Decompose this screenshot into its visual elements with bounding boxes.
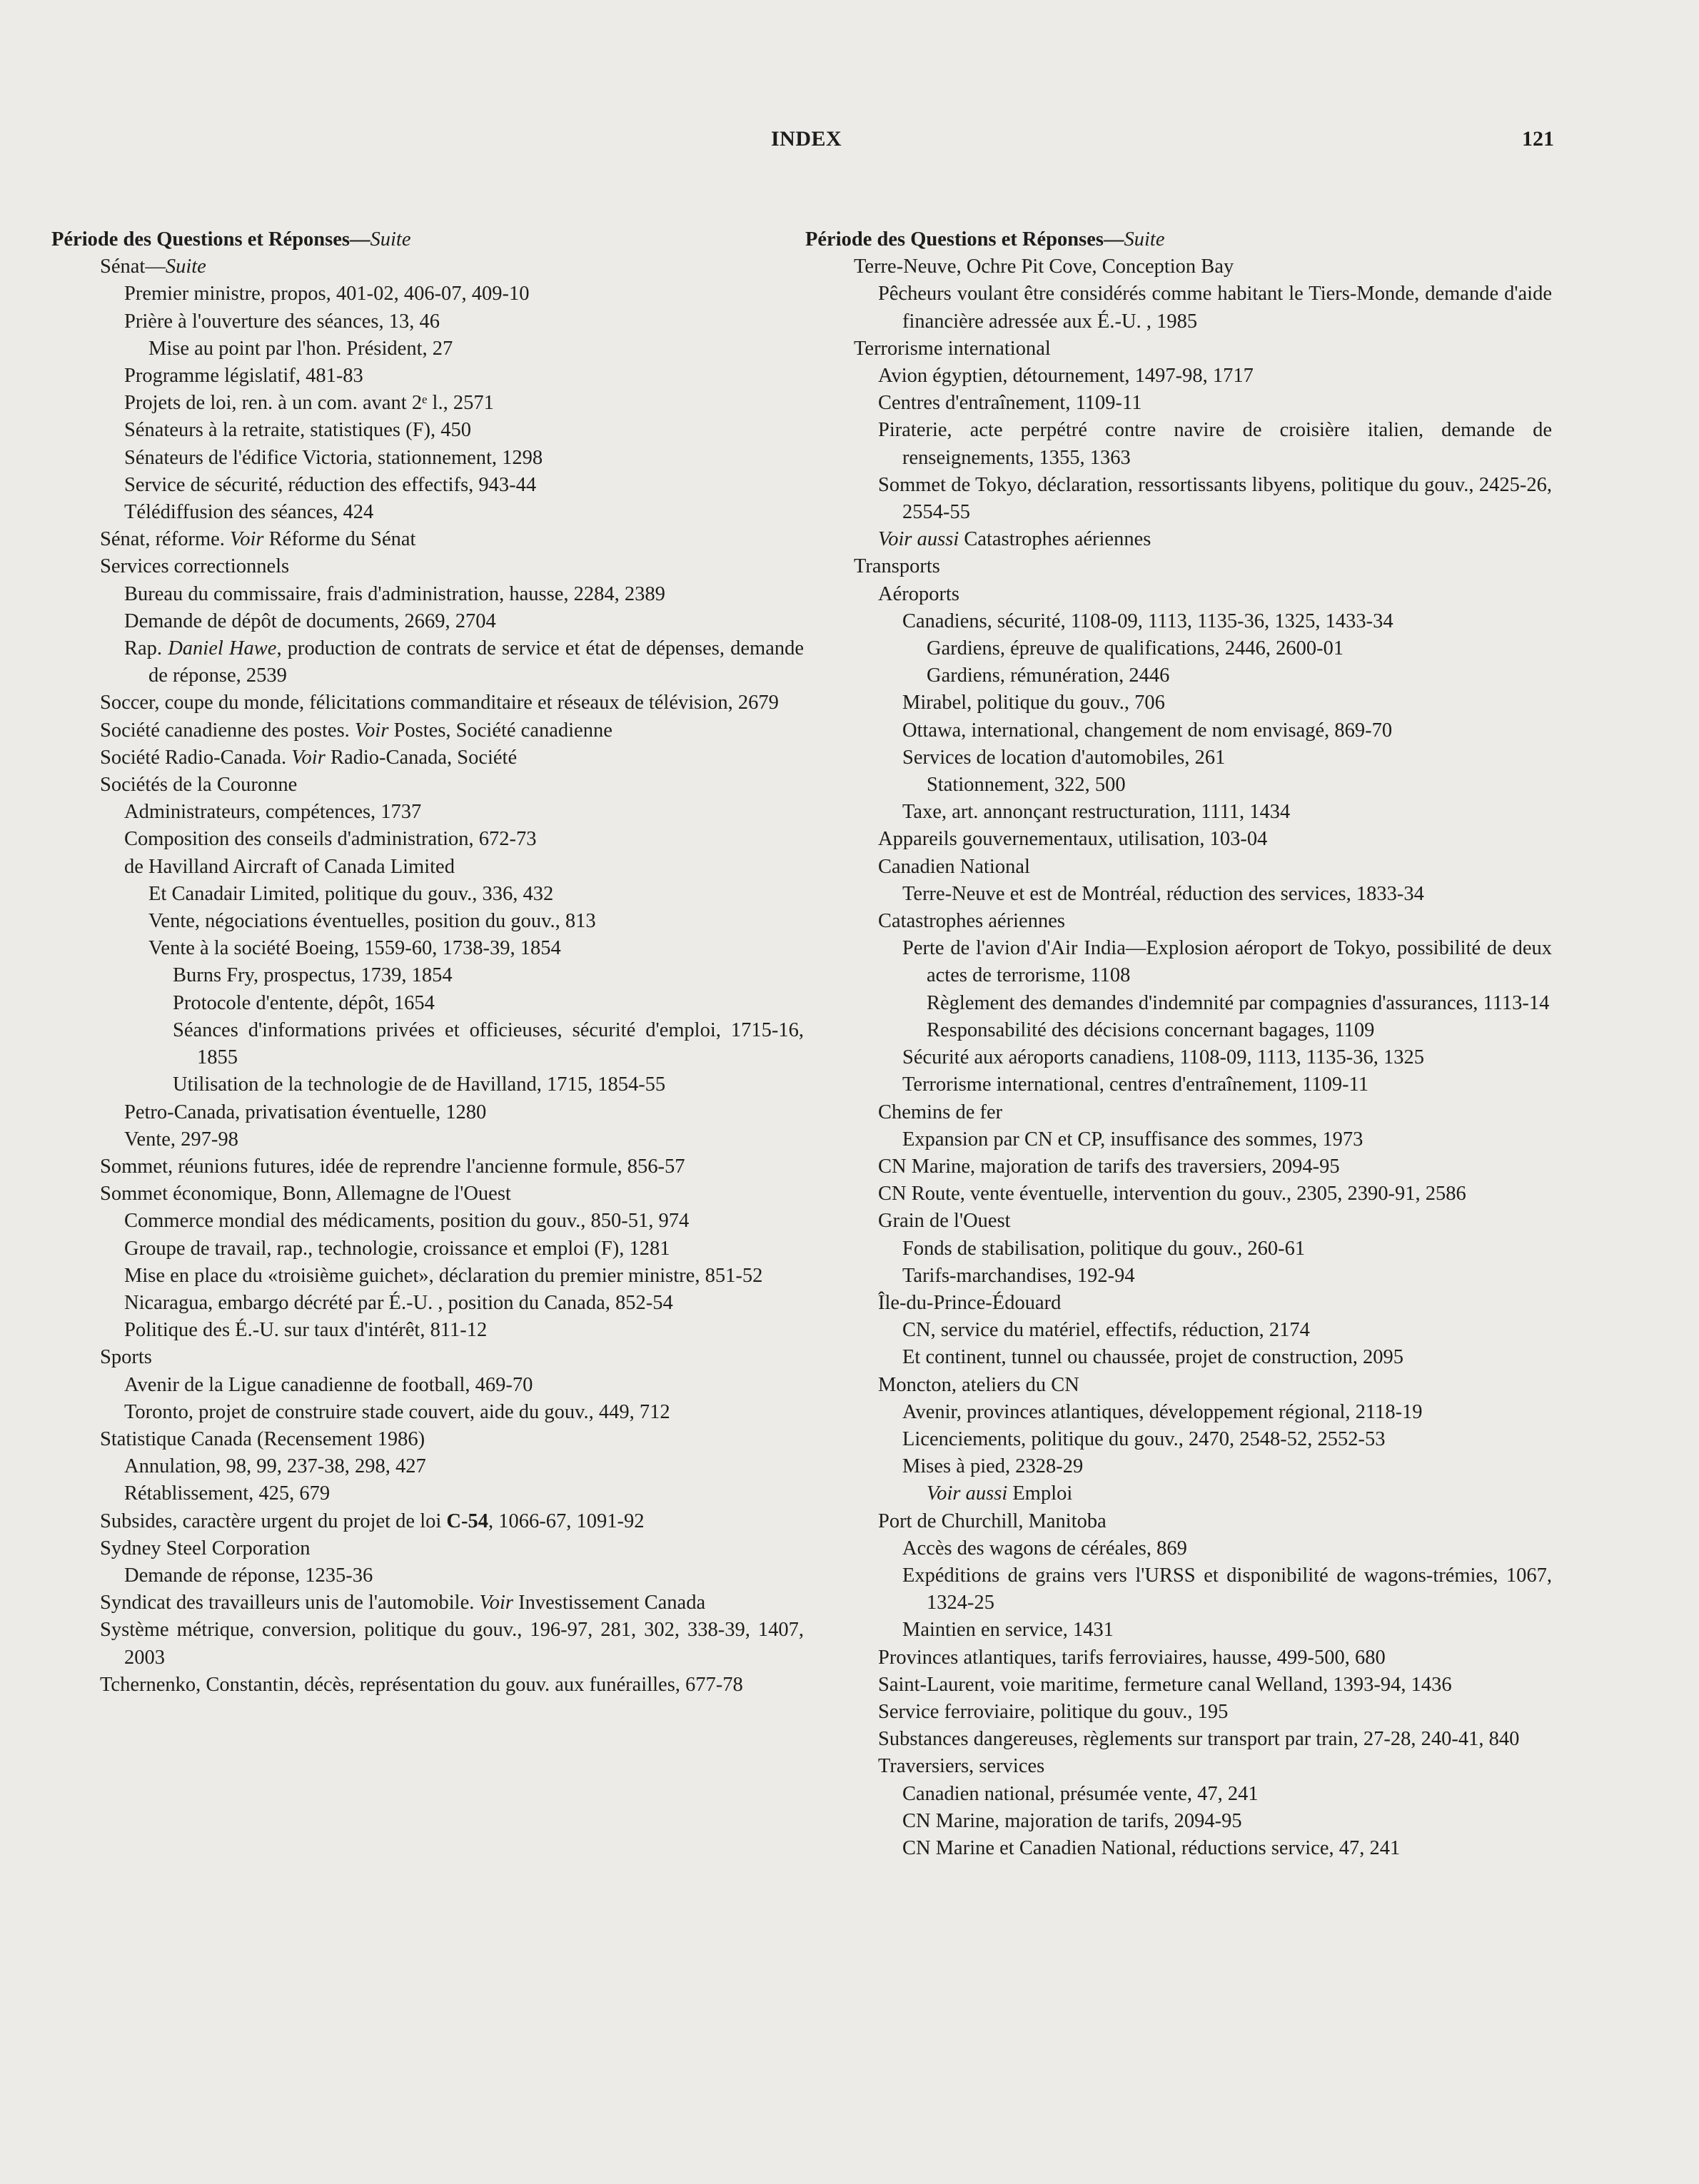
index-entry-text: Taxe, art. annonçant restructuration, 1111, 1434 [902,801,1291,824]
index-entry-text: Vente, 297-98 [124,1128,238,1151]
index-entry-text: Substances dangereuses, règlements sur transport par train, 27-28, 240-41, 840 [878,1728,1520,1751]
index-entry-text: Catastrophes aériennes [959,528,1151,551]
index-entry-text: Responsabilité des décisions concernant bagages, 1109 [927,1018,1375,1041]
index-entry [76,1317,804,1344]
index-entry [830,1044,1552,1071]
index-entry [830,826,1552,853]
index-entry [76,1535,804,1562]
index-entry [830,1508,1552,1535]
index-entry-text: Sénateurs à la retraite, statistiques (F), 450 [124,419,471,442]
index-entry [830,608,1552,635]
index-entry-text: Perte de l'avion d'Air India—Explosion aéroport de Tokyo, possibilité de deux actes de terrorisme, 1108 [902,937,1552,987]
index-entry-text: Protocole d'entente, dépôt, 1654 [173,991,435,1014]
index-entry [830,1617,1552,1644]
index-entry-text: Appareils gouvernementaux, utilisation, 103-04 [878,828,1268,851]
index-entry [830,253,1552,280]
index-entry-text: Fonds de stabilisation, politique du gouv., 260-61 [902,1237,1306,1260]
index-entry-text: Politique des É.-U. sur taux d'intérêt, 811-12 [124,1319,488,1342]
index-entry-text: Commerce mondial des médicaments, position du gouv., 850-51, 974 [124,1210,690,1233]
index-entry-text: Voir aussi [878,528,959,551]
index-entry [76,772,804,799]
index-entry-text: Services correctionnels [100,555,290,578]
index-entry [830,1317,1552,1344]
index-entry-text: Terrorisme international [854,337,1051,360]
index-entry-text: Postes, Société canadienne [388,719,612,742]
index-entry [830,799,1552,826]
index-entry [76,908,804,935]
index-entry-text: CN Marine, majoration de tarifs, 2094-95 [902,1809,1242,1832]
index-entry [76,935,804,962]
index-entry [76,253,804,280]
index-entry [76,1617,804,1671]
index-entry [830,689,1552,717]
index-entry [76,445,804,472]
index-entry-text: Maintien en service, 1431 [902,1619,1114,1642]
index-entry [830,280,1552,335]
index-entry-text: Voir [479,1592,513,1614]
index-entry [830,1426,1552,1453]
index-entry [830,908,1552,935]
index-entry-text: Piraterie, acte perpétré contre navire de croisière italien, demande de renseignements, 1355, 1363 [878,419,1552,469]
index-entry-text: , production de contrats de service et état de dépenses, demande de réponse, 2539 [148,637,804,687]
index-entry-text: Composition des conseils d'administration, 672-73 [124,828,537,851]
index-entry [76,363,804,390]
index-entry [830,553,1552,580]
index-entry-text: Services de location d'automobiles, 261 [902,746,1226,769]
index-entry [830,335,1552,363]
index-entry [76,1453,804,1480]
index-entry [76,1181,804,1208]
index-entry-text: Terrorisme international, centres d'entraînement, 1109-11 [902,1073,1369,1096]
index-entry-text: Sommet économique, Bonn, Allemagne de l'Ouest [100,1183,511,1205]
index-entry-text: CN Route, vente éventuelle, intervention du gouv., 2305, 2390-91, 2586 [878,1183,1466,1205]
index-entry [76,1208,804,1235]
index-entry-text: Tchernenko, Constantin, décès, représentation du gouv. aux funérailles, 677-78 [100,1673,743,1696]
index-entry-text: C-54 [446,1510,488,1532]
index-entry-text: Terre-Neuve et est de Montréal, réduction des services, 1833-34 [902,882,1424,905]
index-entry [76,1589,804,1617]
index-entry-text: Sénat— [100,256,166,278]
index-entry [830,881,1552,908]
index-entry [76,1562,804,1589]
index-entry [830,417,1552,471]
index-entry [76,390,804,417]
index-entry-text: Demande de dépôt de documents, 2669, 2704 [124,610,496,632]
index-entry-text: Prière à l'ouverture des séances, 13, 46 [124,310,440,333]
index-entry-text: Télédiffusion des séances, 424 [124,501,374,524]
index-entry-text: Catastrophes aériennes [878,910,1065,933]
index-entry [830,935,1552,989]
index-entry [830,1835,1552,1862]
index-entry [830,1099,1552,1126]
index-entry [76,1399,804,1426]
index-entry-text: Société canadienne des postes. [100,719,355,742]
index-entry-text: Voir [230,528,264,551]
index-entry [76,1290,804,1317]
index-entry-text: Demande de réponse, 1235-36 [124,1564,373,1587]
running-header-title: INDEX [771,127,842,151]
index-entry [830,526,1552,553]
index-entry [76,990,804,1017]
index-entry [830,1181,1552,1208]
index-entry-text: Emploi [1007,1482,1073,1505]
index-entry-text: Mises à pied, 2328-29 [902,1455,1084,1478]
index-entry-text: Île-du-Prince-Édouard [878,1291,1062,1314]
index-entry [830,635,1552,662]
index-entry-text: Transports [854,555,940,578]
index-entry-text: Avenir, provinces atlantiques, développement régional, 2118-19 [902,1400,1423,1423]
index-entry-text: Canadiens, sécurité, 1108-09, 1113, 1135-36, 1325, 1433-34 [902,610,1393,632]
index-entry [830,1699,1552,1726]
index-entry [830,1017,1552,1044]
index-entry [830,1453,1552,1480]
index-entry-text: Réforme du Sénat [263,528,416,551]
index-entry [76,1126,804,1153]
index-entry [830,363,1552,390]
index-entry [76,1480,804,1507]
index-entry-text: Daniel Hawe [168,637,277,660]
index-entry-text: , 1066-67, 1091-92 [488,1510,645,1532]
index-entry [830,1480,1552,1507]
index-entry [830,1235,1552,1263]
index-entry [830,772,1552,799]
index-entry-text: Mise en place du «troisième guichet», déclaration du premier ministre, 851-52 [124,1264,763,1287]
index-entry-text: Projets de loi, ren. à un com. avant 2ᵉ l., 2571 [124,392,494,415]
index-entry [830,1263,1552,1290]
index-entry-text: Licenciements, politique du gouv., 2470, 2548-52, 2552-53 [902,1427,1386,1450]
index-column-left [51,226,804,1699]
index-entry-text: Groupe de travail, rap., technologie, croissance et emploi (F), 1281 [124,1237,670,1260]
index-entry-text: Voir [354,719,389,742]
index-entry-text: Canadien National [878,855,1030,878]
index-entry [76,799,804,826]
index-entry-text: Sports [100,1346,152,1369]
index-entry-text: Investissement Canada [513,1592,706,1614]
index-entry [830,1781,1552,1808]
index-column-right [805,226,1552,1862]
index-entry-text: Saint-Laurent, voie maritime, fermeture canal Welland, 1393-94, 1436 [878,1673,1452,1696]
index-entry-text: Mise au point par l'hon. Président, 27 [148,337,453,360]
index-entry [76,881,804,908]
index-entry-text: Petro-Canada, privatisation éventuelle, 1280 [124,1101,487,1123]
index-entry-text: Sommet, réunions futures, idée de reprendre l'ancienne formule, 856-57 [100,1155,685,1178]
index-entry-text: Sénat, réforme. [100,528,231,551]
index-entry-text: Vente à la société Boeing, 1559-60, 1738-39, 1854 [148,937,561,960]
index-entry-text: Séances d'informations privées et officieuses, sécurité d'emploi, 1715-16, 1855 [173,1018,804,1069]
index-heading [51,226,804,253]
index-entry [830,1672,1552,1699]
index-entry-text: CN, service du matériel, effectifs, réduction, 2174 [902,1319,1310,1342]
index-entry [830,1208,1552,1235]
index-entry [830,744,1552,772]
index-entry [76,1017,804,1071]
index-entry-text: Rap. [124,637,168,660]
index-entry [830,662,1552,689]
index-entry [76,472,804,499]
index-entry-text: Moncton, ateliers du CN [878,1373,1079,1396]
index-entry [830,1071,1552,1098]
index-entry [830,1126,1552,1153]
index-entry-text: Avenir de la Ligue canadienne de football, 469-70 [124,1373,533,1396]
index-entry-text: Suite [370,228,411,251]
index-entry [830,990,1552,1017]
index-entry-text: Radio-Canada, Société [325,746,518,769]
index-entry [76,1426,804,1453]
index-entry-text: Avion égyptien, détournement, 1497-98, 1717 [878,365,1254,388]
index-entry [76,1071,804,1098]
index-entry-text: de Havilland Aircraft of Canada Limited [124,855,455,878]
index-entry-text: CN Marine, majoration de tarifs des traversiers, 2094-95 [878,1155,1340,1178]
index-entry [76,854,804,881]
index-entry-text: Voir aussi [927,1482,1008,1505]
index-entry [76,499,804,526]
index-entry-text: Accès des wagons de céréales, 869 [902,1537,1187,1559]
index-entry-text: Syndicat des travailleurs unis de l'automobile. [100,1592,480,1614]
index-entry [76,1672,804,1699]
index-entry-text: Provinces atlantiques, tarifs ferroviaires, hausse, 499-500, 680 [878,1646,1386,1669]
index-entry-text: Pêcheurs voulant être considérés comme habitant le Tiers-Monde, demande d'aide financière adressée aux É.-U. , 1985 [878,283,1552,333]
index-entry [830,854,1552,881]
index-entry [830,1535,1552,1562]
index-entry-text: Service de sécurité, réduction des effectifs, 943-44 [124,473,537,496]
index-entry-text: Canadien national, présumée vente, 47, 241 [902,1782,1259,1805]
index-entry [76,962,804,989]
index-entry-text: Utilisation de la technologie de de Havilland, 1715, 1854-55 [173,1073,666,1096]
index-entry-text: Sydney Steel Corporation [100,1537,311,1559]
index-entry [830,1372,1552,1399]
index-entry [830,1399,1552,1426]
index-entry-text: Administrateurs, compétences, 1737 [124,801,422,824]
index-entry-text: Tarifs-marchandises, 192-94 [902,1264,1135,1287]
index-entry [830,390,1552,417]
index-entry-text: Premier ministre, propos, 401-02, 406-07, 409-10 [124,283,530,305]
index-entry [830,1290,1552,1317]
index-entry [76,635,804,689]
index-entry [76,826,804,853]
index-entry [76,335,804,363]
index-entry-text: Gardiens, rémunération, 2446 [927,664,1170,687]
index-entry-text: Annulation, 98, 99, 237-38, 298, 427 [124,1455,426,1478]
index-entry-text: Période des Questions et Réponses— [805,228,1124,251]
index-entry-text: CN Marine et Canadien National, réductions service, 47, 241 [902,1836,1401,1859]
index-entry-text: Sociétés de la Couronne [100,774,298,797]
index-entry-text: Service ferroviaire, politique du gouv., 195 [878,1700,1229,1723]
index-entry-text: Règlement des demandes d'indemnité par compagnies d'assurances, 1113-14 [927,991,1550,1014]
index-entry [76,417,804,444]
index-entry-text: Ottawa, international, changement de nom envisagé, 869-70 [902,719,1393,742]
index-entry-text: Port de Churchill, Manitoba [878,1510,1106,1532]
index-entry [76,280,804,308]
index-entry [830,1644,1552,1672]
index-entry [76,526,804,553]
index-entry-text: Centres d'entraînement, 1109-11 [878,392,1142,415]
index-entry-text: Stationnement, 322, 500 [927,774,1126,797]
index-entry [76,1099,804,1126]
index-entry-text: Burns Fry, prospectus, 1739, 1854 [173,964,453,987]
index-entry [830,1562,1552,1617]
index-entry-text: Toronto, projet de construire stade couvert, aide du gouv., 449, 712 [124,1400,670,1423]
index-entry [76,553,804,580]
index-entry [76,1263,804,1290]
index-entry-text: Système métrique, conversion, politique du gouv., 196-97, 281, 302, 338-39, 1407, 2003 [100,1619,804,1669]
index-entry-text: Rétablissement, 425, 679 [124,1482,331,1505]
index-entry [76,1372,804,1399]
index-entry [830,1726,1552,1753]
index-entry-text: Gardiens, épreuve de qualifications, 2446, 2600-01 [927,637,1344,660]
index-entry [76,717,804,744]
index-entry [76,689,804,717]
index-entry-text: Grain de l'Ouest [878,1210,1011,1233]
index-entry [76,1235,804,1263]
index-entry [76,1508,804,1535]
index-entry-text: Bureau du commissaire, frais d'administration, hausse, 2284, 2389 [124,582,665,605]
index-entry-text: Soccer, coupe du monde, félicitations commanditaire et réseaux de télévision, 2679 [100,692,779,714]
index-entry-text: Suite [1124,228,1165,251]
index-entry-text: Nicaragua, embargo décrété par É.-U. , position du Canada, 852-54 [124,1291,673,1314]
index-entry [830,472,1552,526]
index-entry-text: Vente, négociations éventuelles, position du gouv., 813 [148,910,596,933]
index-entry [830,581,1552,608]
index-entry-text: Programme législatif, 481-83 [124,365,363,388]
index-entry-text: Terre-Neuve, Ochre Pit Cove, Conception Bay [854,256,1234,278]
index-entry-text: Et Canadair Limited, politique du gouv., 336, 432 [148,882,554,905]
index-entry-text: Voir [291,746,326,769]
index-entry [830,1344,1552,1371]
index-entry [830,717,1552,744]
index-entry-text: Société Radio-Canada. [100,746,292,769]
index-entry-text: Suite [165,256,206,278]
index-entry-text: Expansion par CN et CP, insuffisance des sommes, 1973 [902,1128,1363,1151]
index-entry-text: Sénateurs de l'édifice Victoria, stationnement, 1298 [124,446,543,469]
index-entry [76,744,804,772]
page-number: 121 [1522,127,1554,151]
index-entry [76,1153,804,1181]
index-entry [76,581,804,608]
index-entry [76,308,804,335]
index-entry-text: Statistique Canada (Recensement 1986) [100,1427,425,1450]
index-entry-text: Subsides, caractère urgent du projet de loi [100,1510,447,1532]
index-entry [76,1344,804,1371]
index-entry-text: Chemins de fer [878,1101,1003,1123]
index-entry-text: Et continent, tunnel ou chaussée, projet de construction, 2095 [902,1346,1404,1369]
index-entry-text: Sommet de Tokyo, déclaration, ressortissants libyens, politique du gouv., 2425-26, 2554-55 [878,473,1552,524]
index-entry [830,1808,1552,1835]
index-entry-text: Période des Questions et Réponses— [51,228,370,251]
index-entry-text: Traversiers, services [878,1755,1045,1778]
index-entry-text: Sécurité aux aéroports canadiens, 1108-09, 1113, 1135-36, 1325 [902,1046,1425,1069]
index-entry-text: Aéroports [878,582,959,605]
index-entry-text: Mirabel, politique du gouv., 706 [902,692,1165,714]
index-heading [805,226,1552,253]
index-entry [830,1153,1552,1181]
index-entry [830,1753,1552,1780]
index-entry [76,608,804,635]
index-entry-text: Expéditions de grains vers l'URSS et disponibilité de wagons-trémies, 1067, 1324-25 [902,1564,1552,1614]
